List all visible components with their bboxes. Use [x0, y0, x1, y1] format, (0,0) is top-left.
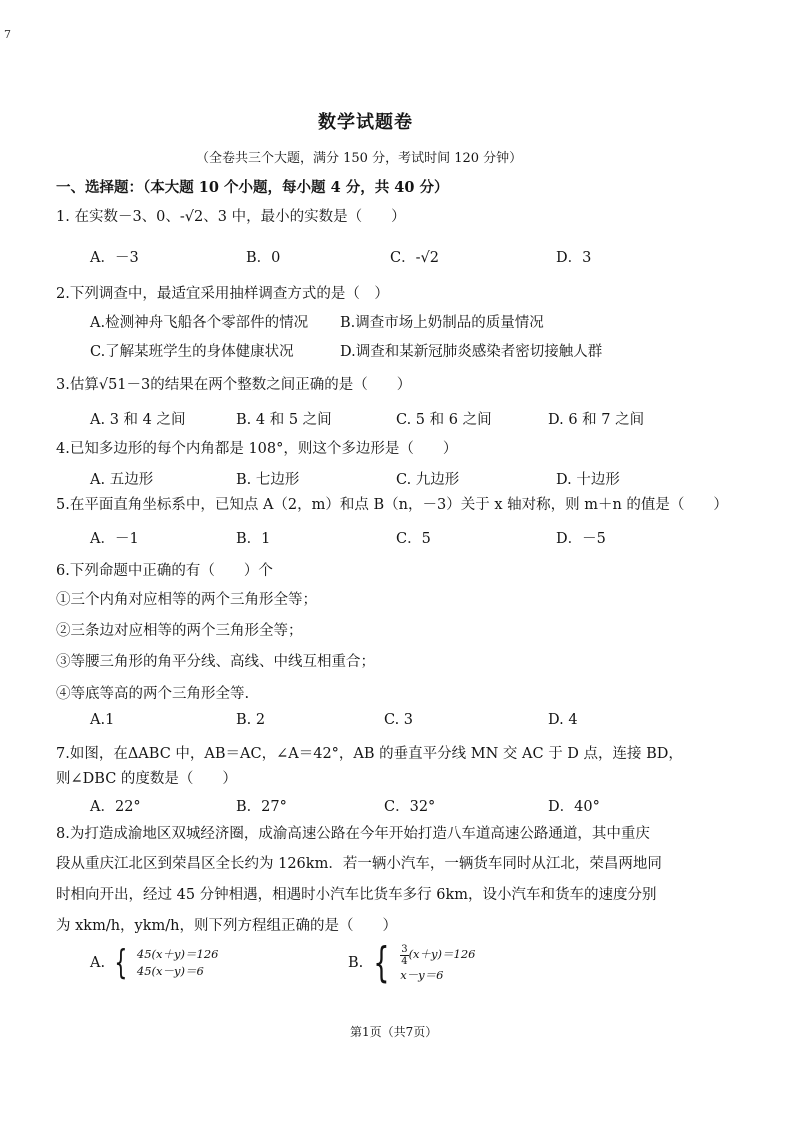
q3-option-b: B. 4 和 5 之间	[236, 412, 332, 428]
q8-b-equation-1	[400, 942, 475, 967]
q7-option-a: A．22°	[90, 799, 141, 815]
q6-option-d: D. 4	[548, 712, 578, 728]
q2-option-d: D.调查和某新冠肺炎感染者密切接触人群	[340, 344, 603, 360]
q2-option-b: B.调查市场上奶制品的质量情况	[340, 315, 544, 331]
q4-option-c: C. 九边形	[396, 472, 460, 488]
page-subtitle: （全卷共三个大题，满分 150 分，考试时间 120 分钟）	[196, 151, 523, 166]
fraction-denominator: 4	[401, 955, 408, 967]
question-5-stem: 5.在平面直角坐标系中，已知点 A（2，m）和点 B（n，－3）关于 x 轴对称，则 m＋n 的值是（ ）	[56, 497, 728, 513]
question-8-stem-line-3: 时相向开出，经过 45 分钟相遇，相遇时小汽车比货车多行 6km，设小汽车和货车的速度分别	[56, 887, 657, 903]
q6-option-b: B. 2	[236, 712, 266, 728]
q7-option-d: D．40°	[548, 799, 600, 815]
q8-b-fraction	[400, 944, 408, 967]
fraction-numerator: 3	[401, 943, 408, 955]
question-6-stem: 6.下列命题中正确的有（ ）个	[56, 563, 273, 579]
question-7-stem-line-2: 则∠DBC 的度数是（ ）	[56, 771, 237, 787]
brace-icon: {	[373, 938, 390, 987]
q8-option-a-label: A.	[90, 955, 106, 971]
q1-option-c: C．-√2	[390, 250, 439, 266]
q4-option-d: D. 十边形	[556, 472, 620, 488]
q2-option-c: C.了解某班学生的身体健康状况	[90, 344, 294, 360]
q8-option-b	[348, 938, 476, 987]
q5-option-a: A．－1	[90, 531, 139, 547]
q8-option-b-system	[400, 942, 475, 984]
q8-a-equation-1: 45(x＋y)＝126	[136, 947, 219, 961]
q4-option-b: B. 七边形	[236, 472, 300, 488]
question-2-stem: 2.下列调查中，最适宜采用抽样调查方式的是（ ）	[56, 286, 389, 302]
q8-a-equation-2: 45(x－y)＝6	[136, 964, 204, 978]
question-4-stem: 4.已知多边形的每个内角都是 108°，则这个多边形是（ ）	[56, 441, 458, 457]
q1-option-d: D．3	[556, 250, 592, 266]
question-8-stem-line-4: 为 xkm/h，ykm/h，则下列方程组正确的是（ ）	[56, 918, 397, 934]
q6-option-c: C. 3	[384, 712, 414, 728]
q6-statement-1: ①三个内角对应相等的两个三角形全等；	[56, 592, 317, 608]
q7-option-b: B．27°	[236, 799, 287, 815]
question-1-stem: 1. 在实数－3、0、-√2、3 中，最小的实数是（ ）	[56, 209, 406, 225]
q3-option-a: A. 3 和 4 之间	[90, 412, 186, 428]
q4-option-a: A. 五边形	[90, 472, 154, 488]
q8-b-equation-2: x－y＝6	[400, 967, 444, 982]
q8-option-a	[90, 943, 219, 983]
q8-option-a-system	[137, 946, 219, 980]
page-title: 数学试题卷	[318, 112, 413, 133]
q3-option-d: D. 6 和 7 之间	[548, 412, 645, 428]
q1-option-a: A．－3	[90, 250, 139, 266]
q3-option-c: C. 5 和 6 之间	[396, 412, 492, 428]
brace-icon: {	[114, 943, 128, 983]
q2-option-a: A.检测神舟飞船各个零部件的情况	[90, 315, 309, 331]
question-7-stem-line-1: 7.如图，在ΔABC 中，AB＝AC，∠A＝42°，AB 的垂直平分线 MN 交 AC 于 D 点，连接 BD，	[56, 746, 683, 762]
q6-option-a: A.1	[90, 712, 115, 728]
q1-option-b: B．0	[246, 250, 281, 266]
section-heading: 一、选择题：（本大题 10 个小题，每小题 4 分，共 40 分）	[56, 179, 449, 196]
question-8-stem-line-1: 8.为打造成渝地区双城经济圈，成渝高速公路在今年开始打造八车道高速公路通道，其中重庆	[56, 826, 650, 842]
question-3-stem: 3.估算√51－3的结果在两个整数之间正确的是（ ）	[56, 377, 412, 393]
q5-option-d: D．－5	[556, 531, 606, 547]
page-footer: 第1页（共7页）	[350, 1025, 438, 1039]
q5-option-b: B．1	[236, 531, 271, 547]
corner-mark: 7	[4, 28, 11, 41]
q6-statement-2: ②三条边对应相等的两个三角形全等；	[56, 623, 303, 639]
q5-option-c: C．5	[396, 531, 431, 547]
q6-statement-3: ③等腰三角形的角平分线、高线、中线互相重合；	[56, 654, 375, 670]
q8-option-b-label: B.	[348, 955, 364, 971]
q8-b-equation-1-rest: (x＋y)＝126	[408, 947, 476, 962]
question-8-stem-line-2: 段从重庆江北区到荣昌区全长约为 126km．若一辆小汽车，一辆货车同时从江北，荣昌两地同	[56, 856, 662, 872]
q7-option-c: C．32°	[384, 799, 436, 815]
q6-statement-4: ④等底等高的两个三角形全等.	[56, 686, 250, 702]
